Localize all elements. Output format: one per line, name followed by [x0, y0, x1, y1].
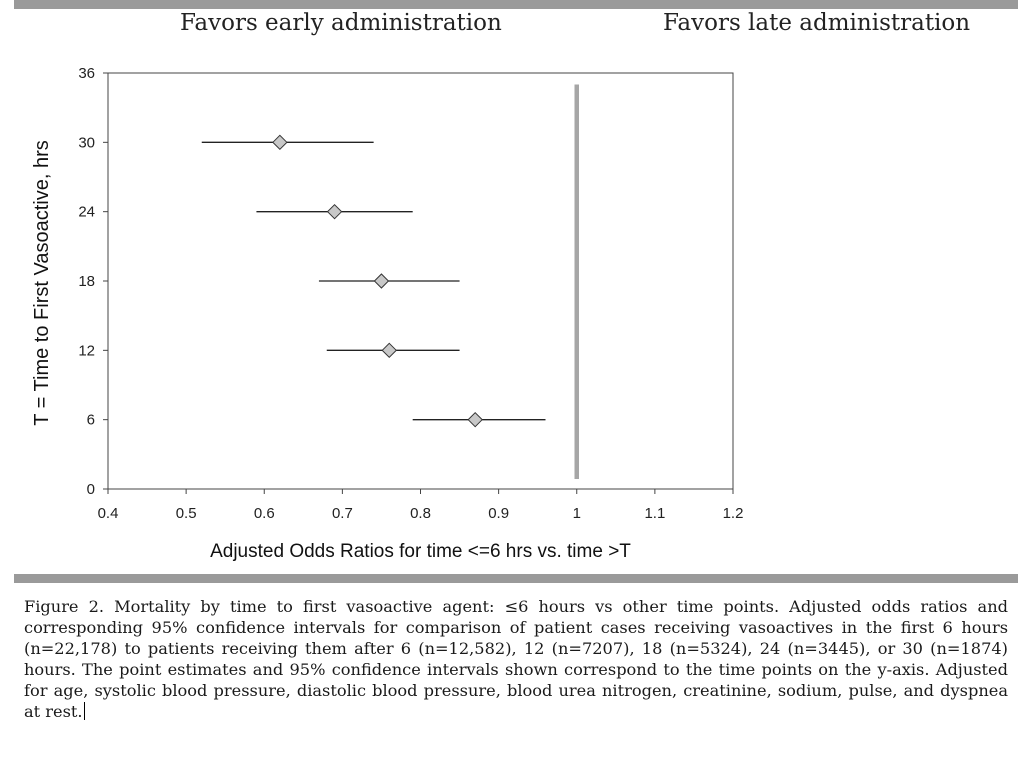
y-axis-label: T = Time to First Vasoactive, hrs — [31, 140, 53, 426]
y-tick-label: 6 — [86, 411, 95, 429]
point-estimate-marker — [468, 413, 482, 427]
x-tick-label: 0.9 — [488, 505, 510, 522]
y-tick-label: 0 — [86, 481, 95, 498]
x-tick-label: 0.4 — [97, 505, 119, 522]
x-tick-label: 1.1 — [644, 505, 666, 522]
favors-late-label: Favors late administration — [663, 10, 971, 36]
x-tick-label: 1 — [572, 505, 581, 522]
point-estimate-marker — [374, 274, 388, 288]
y-tick-label: 18 — [78, 273, 95, 290]
text-cursor — [84, 702, 85, 720]
y-tick-label: 30 — [78, 134, 95, 152]
point-estimate-marker — [328, 205, 342, 219]
x-axis-label: Adjusted Odds Ratios for time <=6 hrs vs. time >T — [210, 541, 631, 562]
x-tick-label: 0.5 — [175, 505, 197, 522]
x-tick-label: 0.8 — [410, 505, 431, 522]
x-tick-label: 0.6 — [253, 505, 275, 522]
point-estimate-marker — [273, 135, 287, 149]
caption-text: Figure 2. Mortality by time to first vasoactive agent: ≤6 hours vs other time points. Adjusted odds ratios and corresponding 95% confidence intervals for comparison of patient cases receiving vasoactives in the first 6 hours (n=22,178) to patients receiving them after 6 (n=12,582), 12 (n=7207), 18 (n=5324), 24 (n=3445), or 30 (n=1874) hours. The point estimates and 95% confidence intervals shown correspond to the time points on the y-axis. Adjusted for age, systolic blood pressure, diastolic blood pressure, blood urea nitrogen, creatinine, sodium, pulse, and dyspnea at rest. — [24, 597, 1008, 721]
x-tick-label: 1.2 — [722, 505, 744, 522]
y-tick-label: 24 — [78, 203, 95, 221]
y-tick-label: 36 — [78, 65, 95, 82]
favors-early-label: Favors early administration — [180, 10, 502, 36]
figure-caption — [24, 596, 1008, 722]
y-tick-label: 12 — [78, 342, 95, 360]
x-tick-label: 0.7 — [331, 505, 353, 522]
point-estimate-marker — [382, 343, 396, 357]
caption-divider — [14, 574, 1018, 583]
